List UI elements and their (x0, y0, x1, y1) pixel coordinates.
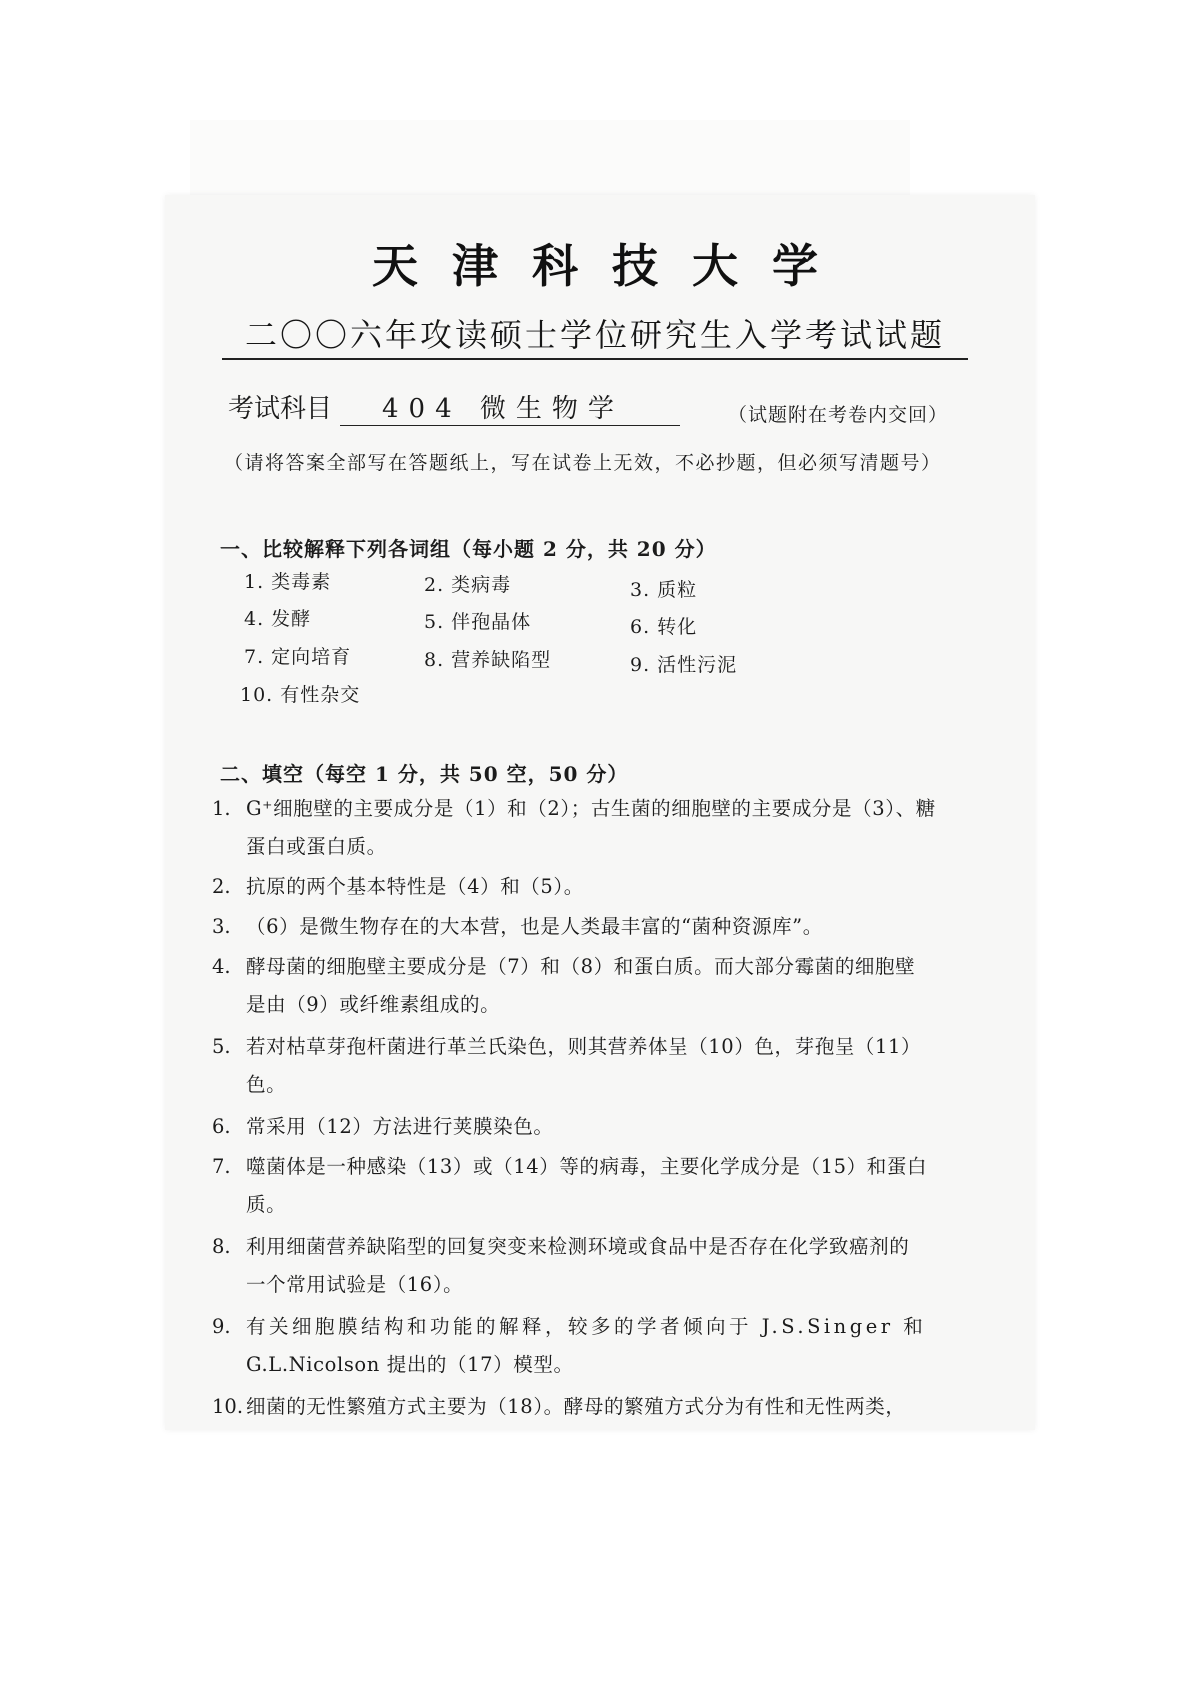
question-number: 10. (212, 1395, 244, 1418)
term-item: 4. 发酵 (244, 608, 312, 630)
question-number: 9. (212, 1315, 231, 1338)
question-line: G.L.Nicolson 提出的（17）模型。 (246, 1353, 574, 1376)
term-item: 10. 有性杂交 (240, 684, 361, 706)
question-line: 一个常用试验是（16）。 (246, 1273, 464, 1296)
question-line: 噬菌体是一种感染（13）或（14）等的病毒，主要化学成分是（15）和蛋白 (246, 1155, 928, 1178)
question-1 (212, 790, 972, 866)
term-item: 2. 类病毒 (424, 574, 512, 596)
question-line: 利用细菌营养缺陷型的回复突变来检测环境或食品中是否存在化学致癌剂的 (246, 1235, 910, 1258)
question-number: 7. (212, 1155, 231, 1178)
term-item: 8. 营养缺陷型 (424, 649, 552, 671)
instruction-text: （请将答案全部写在答题纸上，写在试卷上无效，不必抄题，但必须写清题号） (224, 452, 942, 474)
term-item: 3. 质粒 (630, 579, 698, 601)
question-number: 8. (212, 1235, 231, 1258)
title-rule (222, 358, 968, 360)
exam-title: 二〇〇六年攻读硕士学位研究生入学考试试题 (244, 316, 945, 354)
section2-heading: 二、填空（每空 1 分，共 50 空，50 分） (220, 762, 629, 786)
question-line: （6）是微生物存在的大本营，也是人类最丰富的“菌种资源库”。 (246, 915, 823, 938)
subject-note: （试题附在考卷内交回） (728, 404, 949, 426)
term-item: 6. 转化 (630, 616, 698, 638)
term-item: 1. 类毒素 (244, 571, 332, 593)
question-2 (212, 868, 972, 906)
question-line: 抗原的两个基本特性是（4）和（5）。 (246, 875, 584, 898)
question-number: 1. (212, 797, 231, 820)
question-line: 质。 (246, 1193, 287, 1216)
question-8 (212, 1228, 972, 1304)
subject-label: 考试科目 (228, 394, 333, 424)
university-title: 天津科技大学 (372, 239, 852, 293)
subject-value: 404 微生物学 (340, 388, 680, 426)
question-3 (212, 908, 972, 946)
term-item: 7. 定向培育 (244, 646, 352, 668)
question-7 (212, 1148, 972, 1224)
question-line: 若对枯草芽孢杆菌进行革兰氏染色，则其营养体呈（10）色，芽孢呈（11） (246, 1035, 922, 1058)
question-9 (212, 1308, 972, 1384)
question-line: 蛋白或蛋白质。 (246, 835, 387, 858)
term-item: 5. 伴孢晶体 (424, 611, 532, 633)
question-6 (212, 1108, 972, 1146)
question-number: 5. (212, 1035, 231, 1058)
question-number: 4. (212, 955, 231, 978)
section1-heading: 一、比较解释下列各词组（每小题 2 分，共 20 分） (220, 537, 717, 561)
scan-shadow-top (190, 120, 910, 200)
question-line: 色。 (246, 1073, 287, 1096)
question-line: 常采用（12）方法进行荚膜染色。 (246, 1115, 554, 1138)
question-line: G⁺细胞壁的主要成分是（1）和（2）；古生菌的细胞壁的主要成分是（3）、糖 (246, 797, 936, 820)
term-item: 9. 活性污泥 (630, 654, 738, 676)
question-number: 2. (212, 875, 231, 898)
question-number: 3. (212, 915, 231, 938)
question-10 (212, 1388, 972, 1426)
question-4 (212, 948, 972, 1024)
subject-line (228, 388, 680, 426)
question-line: 是由（9）或纤维素组成的。 (246, 993, 501, 1016)
question-line: 细菌的无性繁殖方式主要为（18）。酵母的繁殖方式分为有性和无性两类， (246, 1395, 906, 1418)
question-number: 6. (212, 1115, 231, 1138)
question-line: 有关细胞膜结构和功能的解释，较多的学者倾向于 J.S.Singer 和 (246, 1315, 927, 1338)
question-line: 酵母菌的细胞壁主要成分是（7）和（8）和蛋白质。而大部分霉菌的细胞壁 (246, 955, 916, 978)
question-5 (212, 1028, 972, 1104)
